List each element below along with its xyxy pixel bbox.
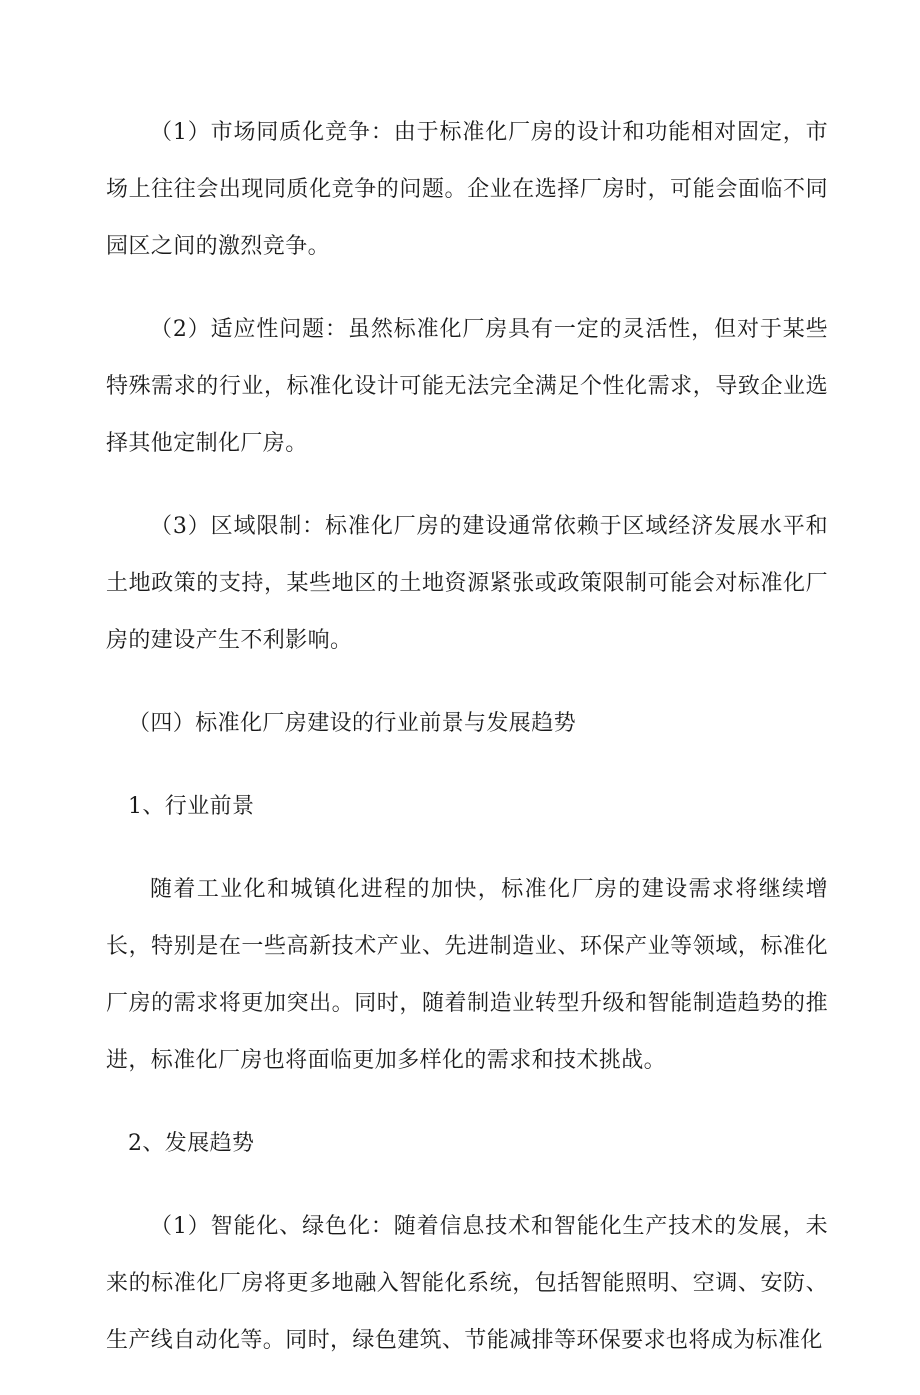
paragraph-industry-prospects: 随着工业化和城镇化进程的加快，标准化厂房的建设需求将继续增长，特别是在一些高新技术产业、先进制造业、环保产业等领域，标准化厂房的需求将更加突出。同时，随着制造业转型升级和智能制造趋势的推进，标准化厂房也将面临更加多样化的需求和技术挑战。 <box>106 877 828 1073</box>
subheading-industry-prospects: 1、行业前景 <box>128 794 255 819</box>
subheading-development-trends: 2、发展趋势 <box>128 1131 255 1156</box>
paragraph-regional-restriction: （3）区域限制：标准化厂房的建设通常依赖于区域经济发展水平和土地政策的支持，某些地区的土地资源紧张或政策限制可能会对标准化厂房的建设产生不利影响。 <box>106 514 828 653</box>
document-body <box>106 104 828 1395</box>
paragraph-intelligent-green: （1）智能化、绿色化：随着信息技术和智能化生产技术的发展，未来的标准化厂房将更多地融入智能化系统，包括智能照明、空调、安防、生产线自动化等。同时，绿色建筑、节能减排等环保要求也将成为标准化 <box>106 1214 828 1353</box>
paragraph-market-homogenization: （1）市场同质化竞争：由于标准化厂房的设计和功能相对固定，市场上往往会出现同质化竞争的问题。企业在选择厂房时，可能会面临不同园区之间的激烈竞争。 <box>106 120 828 259</box>
paragraph-adaptability-issue: （2）适应性问题：虽然标准化厂房具有一定的灵活性，但对于某些特殊需求的行业，标准化设计可能无法完全满足个性化需求，导致企业选择其他定制化厂房。 <box>106 317 828 456</box>
section-heading-prospects-trends: （四）标准化厂房建设的行业前景与发展趋势 <box>128 711 577 736</box>
